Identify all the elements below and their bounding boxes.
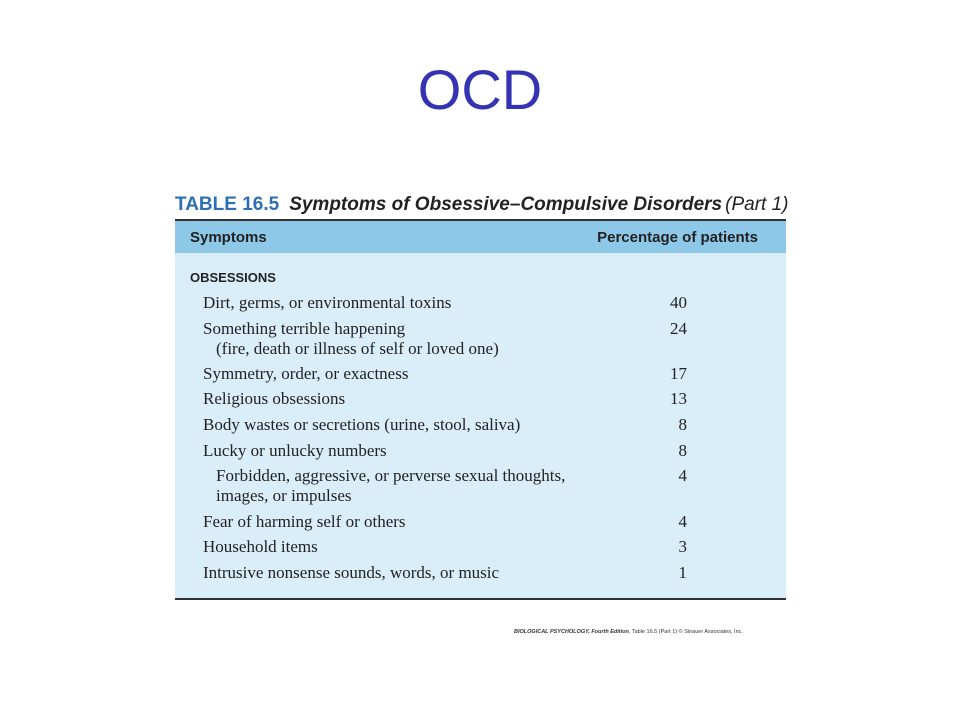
row-label: Household items	[203, 537, 318, 556]
row-value: 1	[678, 563, 687, 582]
row-value: 8	[678, 441, 687, 460]
row-value: 17	[670, 364, 687, 383]
section-label-obsessions: OBSESSIONS	[190, 270, 276, 285]
row-label: Something terrible happening (fire, death or illness of self or loved one)	[203, 319, 653, 359]
row-value: 40	[670, 293, 687, 312]
row-value: 8	[678, 415, 687, 434]
credit-rest: , Table 16.5 (Part 1) © Sinauer Associates, Inc.	[628, 629, 743, 635]
row-sublabel: (fire, death or illness of self or loved one)	[216, 339, 499, 358]
row-sublabel: images, or impulses	[216, 486, 352, 505]
row-value: 4	[678, 466, 687, 485]
table-header	[175, 221, 786, 253]
row-label: Body wastes or secretions (urine, stool, saliva)	[203, 415, 521, 434]
row-label: Forbidden, aggressive, or perverse sexual thoughts, images, or impulses	[216, 466, 666, 506]
row-value: 4	[678, 512, 687, 531]
row-label: Symmetry, order, or exactness	[203, 364, 409, 383]
row-value: 3	[678, 537, 687, 556]
credit-book-title: BIOLOGICAL PSYCHOLOGY, Fourth Edition	[514, 629, 629, 635]
column-header-symptoms: Symptoms	[190, 229, 267, 246]
row-label: Religious obsessions	[203, 389, 346, 408]
row-value: 13	[670, 389, 687, 408]
source-credit	[514, 628, 786, 636]
row-label: Dirt, germs, or environmental toxins	[203, 293, 452, 312]
column-header-percentage: Percentage of patients	[597, 229, 758, 246]
slide-title: OCD	[417, 58, 543, 121]
row-label: Fear of harming self or others	[203, 512, 406, 531]
table-bottom-rule	[175, 598, 786, 600]
row-value: 24	[670, 319, 687, 338]
table-part: (Part 1)	[725, 194, 789, 215]
row-label: Intrusive nonsense sounds, words, or music	[203, 563, 500, 582]
table-title: Symptoms of Obsessive–Compulsive Disorders	[289, 194, 723, 215]
table-caption	[175, 192, 795, 218]
row-label: Lucky or unlucky numbers	[203, 441, 387, 460]
table-number: TABLE 16.5	[175, 194, 280, 215]
table-body	[175, 253, 786, 598]
